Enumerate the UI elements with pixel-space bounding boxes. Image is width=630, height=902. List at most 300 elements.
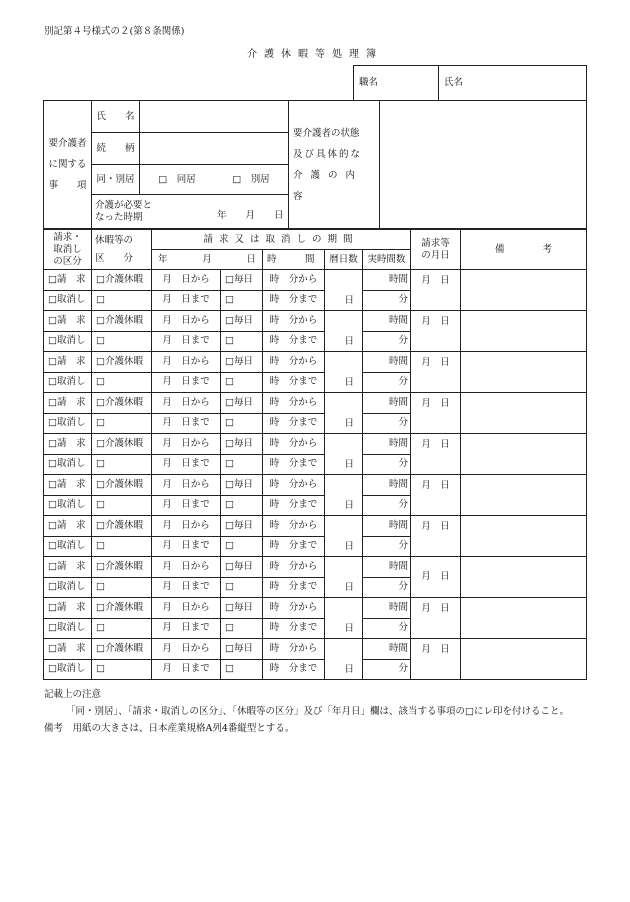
cancel-checkbox[interactable]: [44, 372, 92, 393]
cancel-checkbox[interactable]: [44, 290, 92, 311]
to-date-field[interactable]: [152, 536, 221, 557]
cell-text: □介護休暇: [96, 314, 143, 326]
req-date-field[interactable]: [411, 475, 461, 516]
cal-days-field[interactable]: [325, 434, 363, 475]
care-recipient-table: [43, 100, 587, 229]
cal-days-field[interactable]: [325, 352, 363, 393]
minute-field[interactable]: [363, 454, 411, 475]
employee-name-field[interactable]: 氏名: [439, 66, 587, 101]
cell-text: 時 分まで: [269, 335, 318, 347]
cal-days-field[interactable]: [325, 475, 363, 516]
condition-label-line: 及び具体的な: [293, 148, 363, 160]
cell-text: 時 分まで: [269, 376, 318, 388]
remarks-header: 備 考: [461, 230, 587, 270]
from-date-field[interactable]: [152, 475, 221, 496]
cell-text: 月 日から: [162, 273, 210, 285]
cell-text: □取消し: [48, 499, 86, 511]
cal-days-field[interactable]: [325, 516, 363, 557]
cell-text: 時間: [388, 355, 408, 367]
minute-field[interactable]: [363, 331, 411, 352]
notes-heading: 記載上の注意: [44, 689, 102, 700]
to-date-field[interactable]: [152, 659, 221, 680]
req-date-field[interactable]: [411, 352, 461, 393]
remarks-field[interactable]: [461, 516, 587, 557]
to-date-field[interactable]: [152, 577, 221, 598]
from-time-field[interactable]: [263, 270, 325, 291]
care-name-field[interactable]: [140, 101, 289, 133]
cell-text: 分: [398, 663, 408, 675]
need-label-line: なった時期: [95, 211, 143, 223]
req-date-field[interactable]: [411, 639, 461, 680]
care-group-label-line: 要介護者: [48, 138, 87, 149]
every-day-checkbox[interactable]: [221, 598, 263, 619]
cell-text: 時間: [388, 437, 408, 449]
cal-days-field[interactable]: [325, 639, 363, 680]
cell-text: 月 日から: [162, 314, 210, 326]
hour-field[interactable]: [363, 639, 411, 660]
table-row: [44, 393, 587, 414]
to-time-field[interactable]: [263, 331, 325, 352]
table-row: [44, 311, 587, 332]
from-time-field[interactable]: [263, 557, 325, 578]
cell-text: □: [225, 499, 234, 511]
remarks-field[interactable]: [461, 352, 587, 393]
cancel-checkbox[interactable]: [44, 331, 92, 352]
minute-field[interactable]: [363, 413, 411, 434]
cell-text: □: [96, 417, 105, 429]
request-checkbox[interactable]: [44, 270, 92, 291]
cell-text: 時間: [388, 396, 408, 408]
cell-text: 月 日から: [162, 601, 210, 613]
cell-text: 月 日から: [162, 478, 210, 490]
cell-text: 日: [344, 336, 354, 347]
cell-text: 月 日まで: [162, 458, 210, 470]
cell-text: 分: [398, 417, 408, 429]
cell-text: □取消し: [48, 581, 86, 593]
to-date-field[interactable]: [152, 413, 221, 434]
req-date-field[interactable]: [411, 434, 461, 475]
leave-other-checkbox[interactable]: [92, 495, 152, 516]
minute-field[interactable]: [363, 618, 411, 639]
actual-hours-subheader: 実時間数: [363, 250, 411, 270]
cancel-checkbox[interactable]: [44, 413, 92, 434]
month-subheader: 月: [202, 253, 212, 265]
table-row: [44, 270, 587, 291]
cell-text: □毎日: [225, 437, 253, 449]
cell-text: 時 分まで: [269, 622, 318, 634]
cell-text: □取消し: [48, 458, 86, 470]
cell-text: □: [96, 458, 105, 470]
cell-text: 時間: [388, 519, 408, 531]
request-checkbox[interactable]: [44, 352, 92, 373]
table-row: [44, 598, 587, 619]
request-checkbox[interactable]: [44, 393, 92, 414]
req-date-header: [411, 230, 461, 270]
from-date-field[interactable]: [152, 598, 221, 619]
other-checkbox[interactable]: [221, 536, 263, 557]
cancel-checkbox[interactable]: [44, 536, 92, 557]
request-checkbox[interactable]: [44, 557, 92, 578]
req-date-header-line: 請求等: [421, 237, 450, 249]
remarks-field[interactable]: [461, 557, 587, 598]
remarks-field[interactable]: [461, 270, 587, 311]
every-day-checkbox[interactable]: [221, 434, 263, 455]
cohabit-options: [140, 165, 289, 195]
from-date-field[interactable]: [152, 639, 221, 660]
hour-field[interactable]: [363, 270, 411, 291]
table-row: [44, 557, 587, 578]
hour-field[interactable]: [363, 475, 411, 496]
to-time-field[interactable]: [263, 495, 325, 516]
leave-care-checkbox[interactable]: [92, 598, 152, 619]
care-group-label-line: 事 項: [48, 180, 87, 191]
other-checkbox[interactable]: [221, 290, 263, 311]
cell-text: □介護休暇: [96, 478, 143, 490]
minute-field[interactable]: [363, 495, 411, 516]
req-cancel-header-line: の区分: [53, 255, 82, 267]
remarks-field[interactable]: [461, 475, 587, 516]
cell-text: □請 求: [48, 478, 86, 490]
other-checkbox[interactable]: [221, 331, 263, 352]
leave-other-checkbox[interactable]: [92, 372, 152, 393]
cell-text: □毎日: [225, 519, 253, 531]
from-date-field[interactable]: [152, 270, 221, 291]
minute-field[interactable]: [363, 536, 411, 557]
cell-text: □毎日: [225, 642, 253, 654]
req-date-field[interactable]: [411, 516, 461, 557]
cell-text: □介護休暇: [96, 601, 143, 613]
hour-field[interactable]: [363, 557, 411, 578]
to-date-field[interactable]: [152, 454, 221, 475]
from-time-field[interactable]: [263, 598, 325, 619]
cell-text: □: [225, 376, 234, 388]
hour-field[interactable]: [363, 352, 411, 373]
leave-other-checkbox[interactable]: [92, 331, 152, 352]
leave-other-checkbox[interactable]: [92, 454, 152, 475]
care-group-label-line: に関する: [48, 159, 87, 170]
cell-text: 日: [344, 295, 354, 306]
from-time-field[interactable]: [263, 393, 325, 414]
cell-text: 時間: [388, 273, 408, 285]
cell-text: □: [225, 540, 234, 552]
req-date-field[interactable]: [411, 270, 461, 311]
to-time-field[interactable]: [263, 290, 325, 311]
cell-text: □請 求: [48, 560, 86, 572]
other-checkbox[interactable]: [221, 618, 263, 639]
to-date-field[interactable]: [152, 618, 221, 639]
cell-text: 日: [344, 582, 354, 593]
cell-text: 分: [398, 376, 408, 388]
from-time-field[interactable]: [263, 352, 325, 373]
cohabit-separate-checkbox[interactable]: □ 別居: [232, 173, 270, 185]
every-day-checkbox[interactable]: [221, 393, 263, 414]
cell-text: 時 分から: [269, 355, 318, 367]
care-name-label: 氏 名: [92, 101, 140, 133]
cell-text: 時 分から: [269, 601, 318, 613]
cell-text: □取消し: [48, 376, 86, 388]
from-time-field[interactable]: [263, 434, 325, 455]
cell-text: □介護休暇: [96, 519, 143, 531]
cell-text: □毎日: [225, 601, 253, 613]
cell-text: 月 日: [421, 275, 450, 286]
cell-text: □: [225, 458, 234, 470]
cell-text: 時 分まで: [269, 294, 318, 306]
request-checkbox[interactable]: [44, 516, 92, 537]
from-date-field[interactable]: [152, 557, 221, 578]
notes-section: [44, 686, 569, 737]
cell-text: □介護休暇: [96, 273, 143, 285]
cell-text: 月 日まで: [162, 663, 210, 675]
leave-care-checkbox[interactable]: [92, 352, 152, 373]
from-date-field[interactable]: [152, 311, 221, 332]
need-date-field[interactable]: 年 月 日: [217, 209, 284, 221]
to-date-field[interactable]: [152, 331, 221, 352]
cell-text: 月 日: [421, 521, 450, 532]
every-day-checkbox[interactable]: [221, 475, 263, 496]
minute-field[interactable]: [363, 659, 411, 680]
cell-text: 時 分まで: [269, 663, 318, 675]
every-day-checkbox[interactable]: [221, 516, 263, 537]
notes-remark: 備考 用紙の大きさは、日本産業規格A列4番縦型とする。: [44, 723, 295, 734]
leave-care-checkbox[interactable]: [92, 393, 152, 414]
to-time-field[interactable]: [263, 413, 325, 434]
leave-type-header: [92, 230, 152, 270]
minute-field[interactable]: [363, 372, 411, 393]
notes-body: 「同・別居」、「請求・取消しの区分」、「休暇等の区分」及び「年月日」欄は、該当する事項の□にレ印を付けること。: [66, 706, 569, 717]
condition-label-line: 要介護者の状態: [293, 127, 360, 139]
leave-care-checkbox[interactable]: [92, 270, 152, 291]
cell-text: 日: [344, 500, 354, 511]
cal-days-field[interactable]: [325, 393, 363, 434]
cell-text: 分: [398, 335, 408, 347]
cal-days-field[interactable]: [325, 557, 363, 598]
req-date-field[interactable]: [411, 557, 461, 598]
remarks-field[interactable]: [461, 434, 587, 475]
leave-care-checkbox[interactable]: [92, 516, 152, 537]
need-date-cell: [92, 195, 289, 229]
cell-text: 分: [398, 622, 408, 634]
leave-care-checkbox[interactable]: [92, 557, 152, 578]
cell-text: 分: [398, 294, 408, 306]
every-day-checkbox[interactable]: [221, 557, 263, 578]
cell-text: 月 日から: [162, 396, 210, 408]
hour-field[interactable]: [363, 311, 411, 332]
minute-field[interactable]: [363, 290, 411, 311]
to-time-field[interactable]: [263, 454, 325, 475]
cell-text: □: [96, 294, 105, 306]
cell-text: □毎日: [225, 355, 253, 367]
cell-text: 月 日: [421, 571, 450, 582]
cell-text: □請 求: [48, 396, 86, 408]
other-checkbox[interactable]: [221, 659, 263, 680]
to-date-field[interactable]: [152, 372, 221, 393]
request-checkbox[interactable]: [44, 598, 92, 619]
request-checkbox[interactable]: [44, 311, 92, 332]
cell-text: 月 日まで: [162, 581, 210, 593]
cell-text: □毎日: [225, 478, 253, 490]
cell-text: 月 日から: [162, 560, 210, 572]
cell-text: 時 分まで: [269, 458, 318, 470]
req-cancel-header-line: 取消し: [53, 243, 82, 255]
cell-text: □請 求: [48, 519, 86, 531]
other-checkbox[interactable]: [221, 372, 263, 393]
from-time-field[interactable]: [263, 516, 325, 537]
leave-other-checkbox[interactable]: [92, 413, 152, 434]
cell-text: 月 日まで: [162, 376, 210, 388]
request-checkbox[interactable]: [44, 475, 92, 496]
cell-text: 時 分から: [269, 519, 318, 531]
cell-text: 時 分から: [269, 478, 318, 490]
cell-text: □毎日: [225, 314, 253, 326]
period-header: 請求又は取消しの期間: [152, 230, 411, 250]
cell-text: □介護休暇: [96, 437, 143, 449]
req-date-field[interactable]: [411, 393, 461, 434]
cal-days-subheader: 暦日数: [325, 250, 363, 270]
to-date-field[interactable]: [152, 290, 221, 311]
cell-text: 日: [344, 459, 354, 470]
hour-field[interactable]: [363, 393, 411, 414]
from-date-field[interactable]: [152, 352, 221, 373]
cell-text: 月 日: [421, 603, 450, 614]
leave-other-checkbox[interactable]: [92, 659, 152, 680]
relation-label: 続 柄: [92, 133, 140, 165]
cal-days-field[interactable]: [325, 598, 363, 639]
cell-text: □請 求: [48, 355, 86, 367]
cell-text: 日: [344, 541, 354, 552]
cell-text: □毎日: [225, 273, 253, 285]
cancel-checkbox[interactable]: [44, 659, 92, 680]
table-row: [44, 475, 587, 496]
req-date-field[interactable]: [411, 311, 461, 352]
condition-label-line: 介護の内容: [293, 169, 364, 202]
cell-text: 月 日まで: [162, 294, 210, 306]
cell-text: □: [225, 622, 234, 634]
cell-text: 月 日まで: [162, 622, 210, 634]
cell-text: 時 分から: [269, 314, 318, 326]
leave-other-checkbox[interactable]: [92, 290, 152, 311]
cohabit-label: 同・別居: [92, 165, 140, 195]
cell-text: □介護休暇: [96, 642, 143, 654]
cell-text: □請 求: [48, 601, 86, 613]
cell-text: 日: [344, 418, 354, 429]
cell-text: 月 日: [421, 439, 450, 450]
cell-text: 月 日から: [162, 642, 210, 654]
cell-text: □請 求: [48, 437, 86, 449]
remarks-field[interactable]: [461, 393, 587, 434]
from-time-field[interactable]: [263, 475, 325, 496]
cell-text: 月 日: [421, 316, 450, 327]
every-day-checkbox[interactable]: [221, 270, 263, 291]
cell-text: 分: [398, 499, 408, 511]
to-date-field[interactable]: [152, 495, 221, 516]
relation-field[interactable]: [140, 133, 289, 165]
cell-text: □: [225, 417, 234, 429]
leave-care-checkbox[interactable]: [92, 311, 152, 332]
cancel-checkbox[interactable]: [44, 618, 92, 639]
req-cancel-header: [44, 230, 92, 270]
from-time-field[interactable]: [263, 639, 325, 660]
minute-field[interactable]: [363, 577, 411, 598]
time-subheader: 時 間: [263, 250, 325, 270]
cell-text: □取消し: [48, 417, 86, 429]
leave-other-checkbox[interactable]: [92, 536, 152, 557]
cancel-checkbox[interactable]: [44, 577, 92, 598]
cancel-checkbox[interactable]: [44, 495, 92, 516]
leave-care-checkbox[interactable]: [92, 434, 152, 455]
hour-field[interactable]: [363, 434, 411, 455]
cell-text: □取消し: [48, 663, 86, 675]
to-time-field[interactable]: [263, 618, 325, 639]
other-checkbox[interactable]: [221, 577, 263, 598]
cell-text: 月 日: [421, 644, 450, 655]
to-time-field[interactable]: [263, 659, 325, 680]
cell-text: □介護休暇: [96, 355, 143, 367]
cell-text: 日: [344, 377, 354, 388]
cell-text: □請 求: [48, 273, 86, 285]
cell-text: 月 日: [421, 398, 450, 409]
dept-field[interactable]: 職名: [354, 66, 439, 101]
table-row: [44, 352, 587, 373]
from-time-field[interactable]: [263, 311, 325, 332]
cal-days-field[interactable]: [325, 311, 363, 352]
from-date-field[interactable]: [152, 434, 221, 455]
cell-text: 時 分から: [269, 560, 318, 572]
other-checkbox[interactable]: [221, 454, 263, 475]
other-checkbox[interactable]: [221, 495, 263, 516]
to-time-field[interactable]: [263, 372, 325, 393]
cell-text: 時間: [388, 478, 408, 490]
every-day-checkbox[interactable]: [221, 352, 263, 373]
leave-care-checkbox[interactable]: [92, 639, 152, 660]
leave-other-checkbox[interactable]: [92, 618, 152, 639]
cell-text: 時間: [388, 601, 408, 613]
condition-field[interactable]: [380, 101, 587, 229]
remarks-field[interactable]: [461, 639, 587, 680]
cell-text: 時 分まで: [269, 581, 318, 593]
remarks-field[interactable]: [461, 311, 587, 352]
cell-text: □請 求: [48, 642, 86, 654]
every-day-checkbox[interactable]: [221, 311, 263, 332]
req-date-field[interactable]: [411, 598, 461, 639]
cell-text: □取消し: [48, 622, 86, 634]
cell-text: 時間: [388, 642, 408, 654]
other-checkbox[interactable]: [221, 413, 263, 434]
cancel-checkbox[interactable]: [44, 454, 92, 475]
cohabit-same-checkbox[interactable]: □ 同居: [158, 173, 196, 185]
page-title: 介護休暇等処理簿: [247, 49, 383, 60]
cell-text: □: [96, 622, 105, 634]
to-time-field[interactable]: [263, 577, 325, 598]
to-time-field[interactable]: [263, 536, 325, 557]
from-date-field[interactable]: [152, 516, 221, 537]
cell-text: 時間: [388, 314, 408, 326]
cell-text: 時 分から: [269, 396, 318, 408]
form-reference: 別記第４号様式の２(第８条関係): [44, 26, 185, 37]
hour-field[interactable]: [363, 516, 411, 537]
every-day-checkbox[interactable]: [221, 639, 263, 660]
request-checkbox[interactable]: [44, 639, 92, 660]
from-date-field[interactable]: [152, 393, 221, 414]
leave-other-checkbox[interactable]: [92, 577, 152, 598]
cell-text: □取消し: [48, 294, 86, 306]
leave-care-checkbox[interactable]: [92, 475, 152, 496]
cell-text: □請 求: [48, 314, 86, 326]
cal-days-field[interactable]: [325, 270, 363, 311]
hour-field[interactable]: [363, 598, 411, 619]
request-checkbox[interactable]: [44, 434, 92, 455]
remarks-field[interactable]: [461, 598, 587, 639]
cell-text: □: [96, 376, 105, 388]
